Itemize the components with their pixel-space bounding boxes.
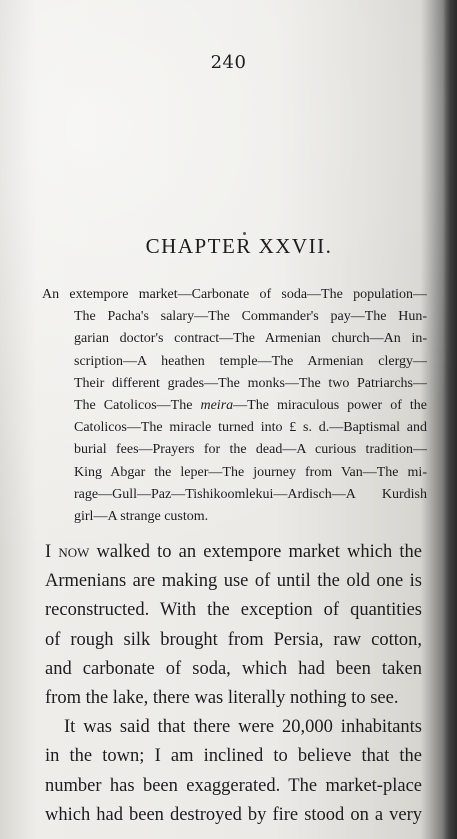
- summary-line: The Catolicos—The meira—The miraculous power of the: [74, 397, 427, 413]
- summary-line: scription—A heathen temple—The Armenian clergy—: [74, 353, 427, 369]
- paragraph-line: in the town; I am inclined to believe that the: [45, 746, 422, 767]
- summary-line: An extempore market—Carbonate of soda—The population—: [42, 287, 427, 302]
- paragraph-line: It was said that there were 20,000 inhabitants: [64, 717, 422, 738]
- paragraph-line: Armenians are making use of until the old one is: [45, 571, 422, 592]
- summary-line: burial fees—Prayers for the dead—A curious tradition—: [74, 442, 427, 458]
- summary-line: rage—Gull—Paz—Tishikoomlekui—Ardisch—A Kurdish: [74, 486, 427, 502]
- page-number: 240: [210, 52, 247, 73]
- chapter-summary: [42, 284, 427, 528]
- paragraph-line: which had been destroyed by fire stood on a very: [45, 804, 422, 825]
- summary-line: Catolicos—The miracle turned into £ s. d.—Baptismal and: [74, 420, 427, 436]
- paragraph-opening-words: I now: [45, 542, 90, 562]
- summary-line: girl—A strange custom.: [74, 508, 209, 524]
- paragraph-line: number has been exaggerated. The market-place: [45, 775, 422, 796]
- paragraph-line: from the lake, there was literally nothing to see.: [45, 687, 399, 708]
- body-text: [45, 538, 422, 830]
- paragraph-line-rest: walked to an extempore market which the: [89, 542, 422, 562]
- summary-line: The Pacha's salary—The Commander's pay—The Hun-: [74, 309, 427, 325]
- paragraph-line: and carbonate of soda, which had been taken: [45, 658, 422, 679]
- summary-line: Their different grades—The monks—The two Patriarchs—: [74, 375, 427, 391]
- paragraph-1-line-1: [45, 538, 422, 567]
- chapter-title: CHAPTER XXVII.: [145, 234, 333, 258]
- summary-line: garian doctor's contract—The Armenian church—An in-: [74, 331, 427, 347]
- paragraph-line: of rough silk brought from Persia, raw cotton,: [45, 629, 422, 650]
- summary-line: King Abgar the leper—The journey from Van—The mi-: [74, 464, 427, 480]
- book-binding-shadow: [443, 0, 457, 839]
- paragraph-line: reconstructed. With the exception of quantities: [45, 600, 422, 621]
